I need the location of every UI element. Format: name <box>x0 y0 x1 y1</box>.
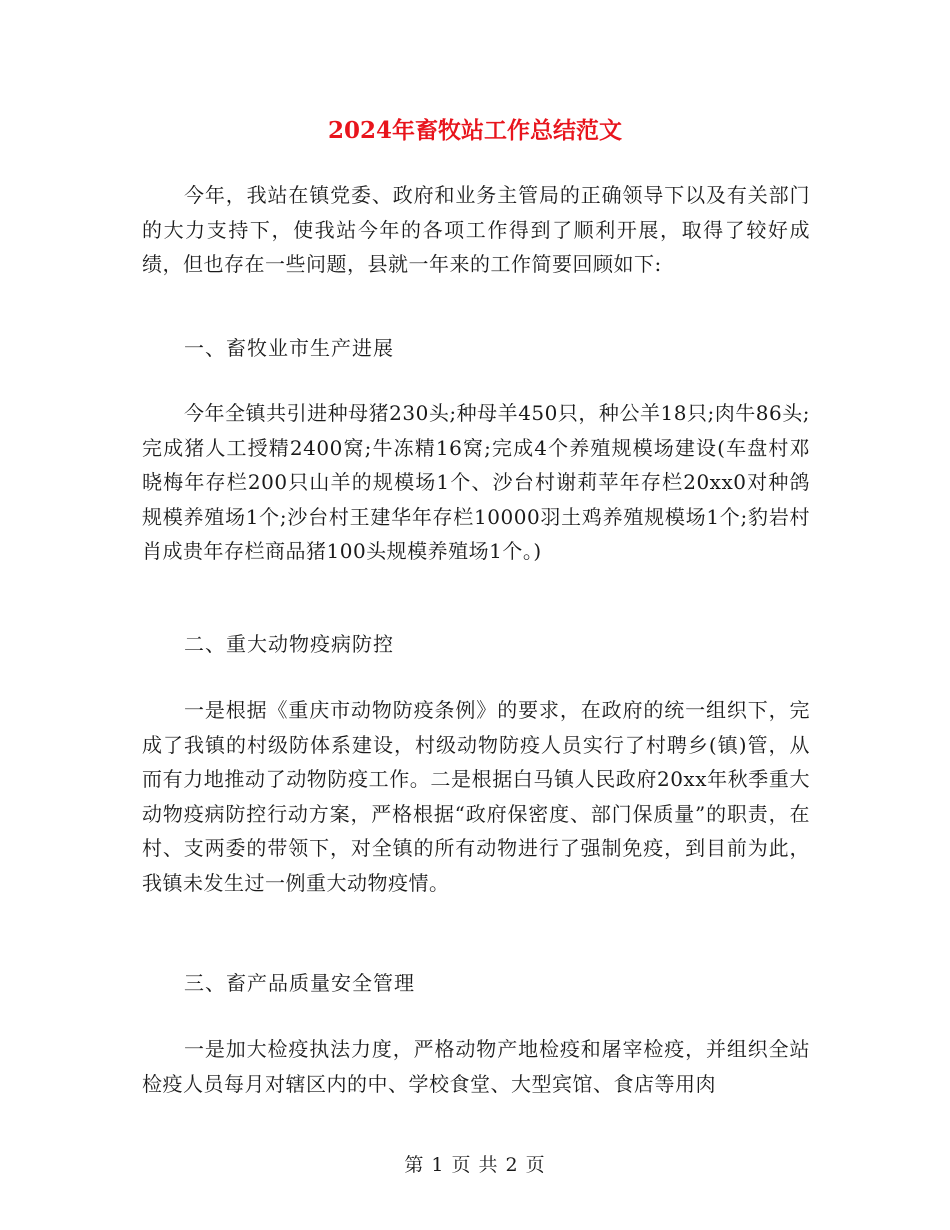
intro-paragraph: 今年，我站在镇党委、政府和业务主管局的正确领导下以及有关部门的大力支持下，使我站今年的各项工作得到了顺利开展，取得了较好成绩，但也存在一些问题，县就一年来的工作简要回顾如下: <box>142 183 810 276</box>
page-number-footer: 第 1 页 共 2 页 <box>404 1154 546 1176</box>
section-1-heading: 一、畜牧业市生产进展 <box>184 336 394 360</box>
section-1-paragraph: 今年全镇共引进种母猪230头;种母羊450只，种公羊18只;肉牛86头;完成猪人工授精2400窝;牛冻精16窝;完成4个养殖规模场建设(车盘村邓晓梅年存栏200只山羊的规模场1个、沙台村谢莉苹年存栏20xx0对种鸽规模养殖场1个;沙台村王建华年存栏10000羽土鸡养殖规模场1个;豹岩村肖成贵年存栏商品猪100头规模养殖场1个。) <box>142 401 810 563</box>
section-2-paragraph: 一是根据《重庆市动物防疫条例》的要求，在政府的统一组织下，完成了我镇的村级防体系建设，村级动物防疫人员实行了村聘乡(镇)管，从而有力地推动了动物防疫工作。二是根据白马镇人民政府20xx年秋季重大动物疫病防控行动方案，严格根据“政府保密度、部门保质量”的职责，在村、支两委的带领下，对全镇的所有动物进行了强制免疫，到目前为此，我镇未发生过一例重大动物疫情。 <box>142 698 810 895</box>
section-3-heading: 三、畜产品质量安全管理 <box>184 971 415 995</box>
section-3-paragraph: 一是加大检疫执法力度，严格动物产地检疫和屠宰检疫，并组织全站检疫人员每月对辖区内的中、学校食堂、大型宾馆、食店等用肉 <box>142 1037 810 1096</box>
document-title: 2024年畜牧站工作总结范文 <box>327 117 622 144</box>
section-2-heading: 二、重大动物疫病防控 <box>184 632 394 656</box>
